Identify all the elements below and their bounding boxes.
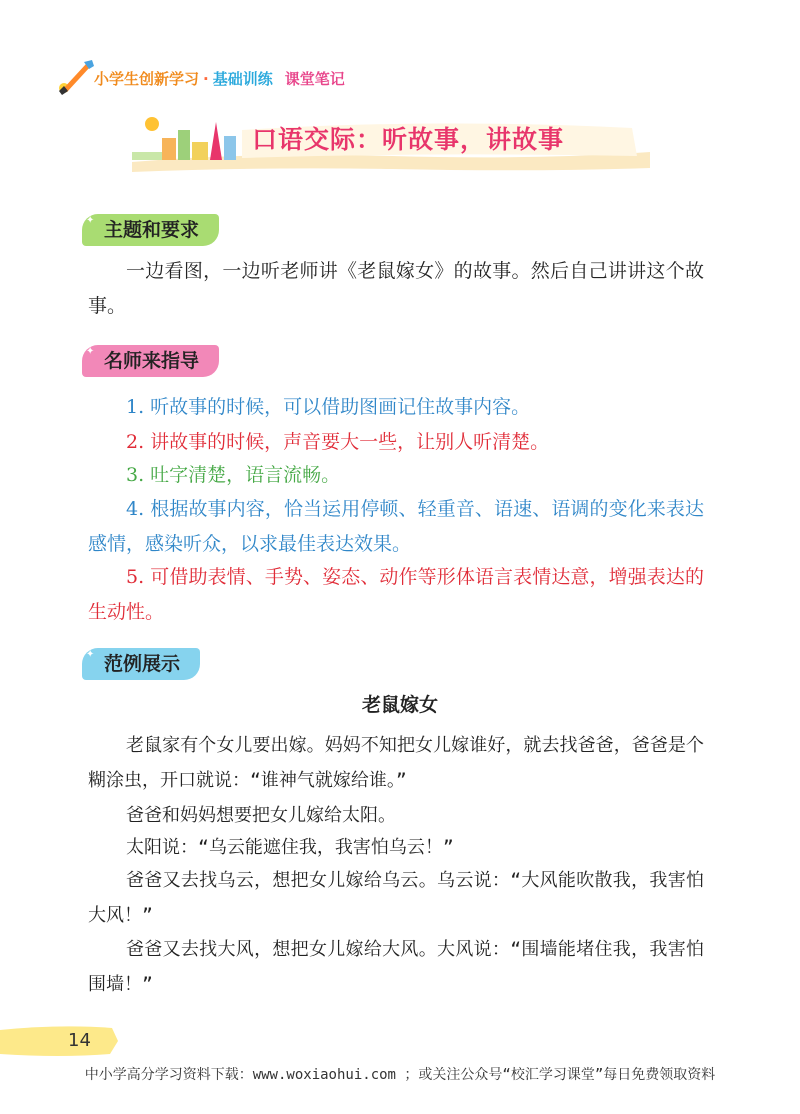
guide-item-1: 1. 听故事的时候，可以借助图画记住故事内容。 — [126, 396, 531, 418]
paintbrush-icon — [56, 58, 96, 96]
series-title — [94, 68, 345, 89]
guide-tag — [82, 345, 219, 377]
guide-item-3: 3. 吐字清楚，语言流畅。 — [126, 464, 341, 486]
series-part2: 基础训练 — [212, 70, 273, 88]
theme-tag — [82, 214, 219, 246]
example-tag-label: 范例展示 — [104, 653, 181, 675]
guide-item-5: 5. 可借助表情、手势、姿态、动作等形体语言表情达意，增强表达的生动性。 — [88, 566, 704, 623]
series-header — [56, 58, 456, 96]
theme-text: 一边看图，一边听老师讲《老鼠嫁女》的故事。然后自己讲讲这个故事。 — [88, 260, 704, 317]
story-paragraph-2: 爸爸和妈妈想要把女儿嫁给太阳。 — [126, 805, 396, 826]
lesson-banner — [132, 112, 650, 172]
theme-tag-label: 主题和要求 — [104, 219, 200, 241]
story-title: 老鼠嫁女 — [361, 694, 438, 716]
page-number-highlight — [0, 1024, 118, 1058]
page-number: 14 — [68, 1030, 91, 1051]
story-paragraph-4: 爸爸又去找乌云，想把女儿嫁给乌云。乌云说：“大风能吹散我，我害怕大风！” — [88, 870, 704, 926]
story-paragraph-1: 老鼠家有个女儿要出嫁。妈妈不知把女儿嫁谁好，就去找爸爸，爸爸是个糊涂虫，开口就说：“谁神气就嫁给谁。” — [88, 735, 704, 791]
story-paragraph-5: 爸爸又去找大风，想把女儿嫁给大风。大风说：“围墙能堵住我，我害怕围墙！” — [88, 939, 704, 995]
guide-item-2: 2. 讲故事的时候，声音要大一些，让别人听清楚。 — [126, 431, 550, 453]
guide-tag-label: 名师来指导 — [104, 350, 200, 372]
story-paragraph-3: 太阳说：“乌云能遮住我，我害怕乌云！” — [126, 837, 454, 858]
guide-item-4: 4. 根据故事内容，恰当运用停顿、轻重音、语速、语调的变化来表达感情，感染听众，以求最佳表达效果。 — [88, 498, 704, 555]
sparkle-icon: ✦ — [86, 346, 95, 357]
series-separator: · — [203, 70, 209, 88]
footer-text: 中小学高分学习资料下载：www.woxiaohui.com ；或关注公众号“校汇学习课堂”每日免费领取资料 — [84, 1067, 716, 1083]
banner-title: 口语交际：听故事，讲故事 — [252, 125, 565, 154]
example-tag — [82, 648, 200, 680]
sparkle-icon: ✦ — [86, 215, 95, 226]
sparkle-icon: ✦ — [86, 649, 95, 660]
series-part1: 小学生创新学习 — [94, 70, 200, 88]
series-part3: 课堂笔记 — [284, 70, 345, 88]
